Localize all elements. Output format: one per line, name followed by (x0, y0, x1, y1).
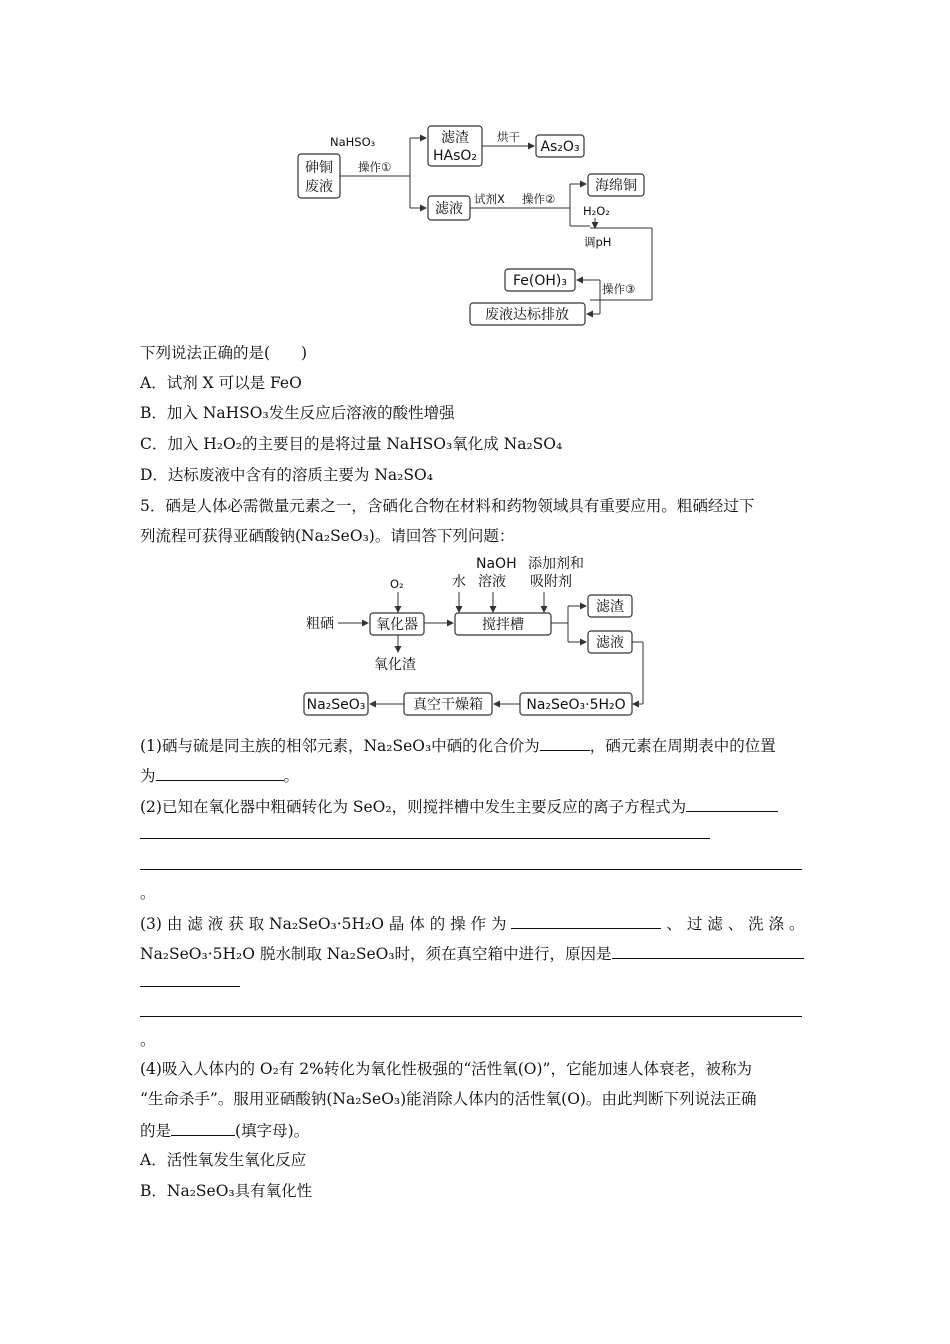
answer-blank-letter[interactable] (171, 1119, 235, 1136)
adsorbent-label: 吸附剂 (530, 574, 572, 590)
q5-part3-text-b: 、 过 滤 、 洗 涤 。 (666, 915, 805, 933)
reagent-nahso3: NaHSO₃ (330, 135, 376, 149)
q4-option-c: C．加入 H₂O₂的主要目的是将过量 NaHSO₃氧化成 Na₂SO₄ (140, 435, 563, 453)
additive-label: 添加剂和 (528, 556, 584, 572)
q5-part2-text: (2)已知在氧化器中粗硒转化为 SeO₂，则搅拌槽中发生主要反应的离子方程式为 (140, 798, 687, 816)
answer-blank-position[interactable] (156, 764, 284, 781)
naoh-label: NaOH (476, 556, 517, 572)
q5-part1-line1 (140, 734, 776, 756)
reagent-x-label: 试剂X (474, 192, 505, 206)
crude-se-label: 粗硒 (306, 616, 334, 632)
q5-part4-line3 (140, 1119, 309, 1141)
q5-part3-end: 。 (140, 1031, 156, 1049)
water-label: 水 (452, 574, 466, 590)
h2o2-label: H₂O₂ (583, 204, 610, 218)
q5-part1-text-d: 。 (283, 767, 300, 785)
answer-blank-reason-1[interactable] (612, 942, 804, 959)
q5-part3-text-a: (3) 由 滤 液 获 取 Na₂SeO₃·5H₂O 晶 体 的 操 作 为 (140, 915, 507, 933)
q5-part4-option-b: B．Na₂SeO₃具有氧化性 (140, 1182, 313, 1200)
oxidizer-label: 氧化器 (376, 617, 418, 633)
q5-part3-line2 (140, 942, 804, 964)
q5-part4-text-c: 的是 (140, 1122, 172, 1140)
q5-part1-line2 (140, 764, 299, 786)
q4-stem: 下列说法正确的是( ) (140, 344, 308, 362)
se-residue-label: 滤渣 (596, 599, 624, 615)
answer-line-reason-3[interactable] (140, 1016, 802, 1017)
hasso2-label: HAsO₂ (432, 148, 478, 164)
answer-line-reason-2[interactable] (140, 986, 240, 987)
q5-intro-line2: 列流程可获得亚硒酸钠(Na₂SeO₃)。请回答下列问题： (140, 527, 515, 545)
q5-part2-end: 。 (140, 884, 156, 902)
q4-option-b: B．加入 NaHSO₃发生反应后溶液的酸性增强 (140, 404, 455, 422)
ph-label: 调pH (584, 235, 612, 249)
q5-part4-option-a: A．活性氧发生氧化反应 (140, 1151, 307, 1169)
dryer-label: 真空干燥箱 (413, 697, 483, 713)
answer-blank-valence[interactable] (540, 734, 590, 751)
q5-part1-text-c: 为 (140, 767, 156, 785)
dry-label: 烘干 (497, 130, 520, 144)
op3-label: 操作③ (602, 282, 636, 296)
crystal-label: Na₂SeO₃·5H₂O (526, 697, 626, 713)
as2o3-label: As₂O₃ (540, 139, 580, 155)
tank-label: 搅拌槽 (482, 617, 524, 633)
raw-label-1: 砷铜 (305, 160, 333, 176)
answer-blank-operation[interactable] (511, 912, 661, 929)
q5-part3-text-c: Na₂SeO₃·5H₂O 脱水制取 Na₂SeO₃时，须在真空箱中进行，原因是 (140, 945, 612, 963)
na2seo3-label: Na₂SeO₃ (306, 697, 366, 713)
feoh3-label: Fe(OH)₃ (513, 273, 567, 289)
q5-part4-line2: “生命杀手”。服用亚硒酸钠(Na₂SeO₃)能消除人体内的活性氧(O)。由此判断下列说法正确 (140, 1090, 757, 1108)
q5-intro-line1: 5．硒是人体必需微量元素之一，含硒化合物在材料和药物领域具有重要应用。粗硒经过下 (140, 497, 755, 515)
residue-label: 滤渣 (441, 130, 469, 146)
answer-blank-equation-1[interactable] (686, 795, 778, 812)
flowchart-arsenic-copper (290, 122, 670, 332)
o2-label: O₂ (390, 577, 404, 591)
naoh-solution-label: 溶液 (478, 574, 506, 590)
se-filtrate-label: 滤液 (596, 635, 624, 651)
sponge-cu-label: 海绵铜 (595, 178, 637, 194)
q5-part4-text-d: (填字母)。 (235, 1122, 310, 1140)
raw-label-2: 废液 (305, 179, 333, 195)
q4-option-a: A．试剂 X 可以是 FeO (140, 374, 302, 392)
q5-part1-text-b: ，硒元素在周期表中的位置 (589, 737, 776, 755)
q5-part1-text-a: (1)硒与硫是同主族的相邻元素，Na₂SeO₃中硒的化合价为 (140, 737, 540, 755)
op1-label: 操作① (358, 160, 392, 174)
q5-part2-line1 (140, 795, 778, 817)
answer-line-equation-2[interactable] (140, 838, 710, 839)
answer-line-equation-3[interactable] (140, 869, 802, 870)
op2-label: 操作② (522, 192, 556, 206)
q4-option-d: D．达标废液中含有的溶质主要为 Na₂SO₄ (140, 466, 433, 484)
filtrate-label: 滤液 (435, 201, 463, 217)
q5-part3-line1 (140, 912, 815, 934)
flowchart-selenium (298, 552, 658, 722)
slag-label: 氧化渣 (374, 657, 416, 673)
waste-label: 废液达标排放 (485, 307, 569, 323)
q5-part4-line1: (4)吸入人体内的 O₂有 2%转化为氧化性极强的“活性氧(O)”，它能加速人体衰老，被称为 (140, 1060, 752, 1078)
